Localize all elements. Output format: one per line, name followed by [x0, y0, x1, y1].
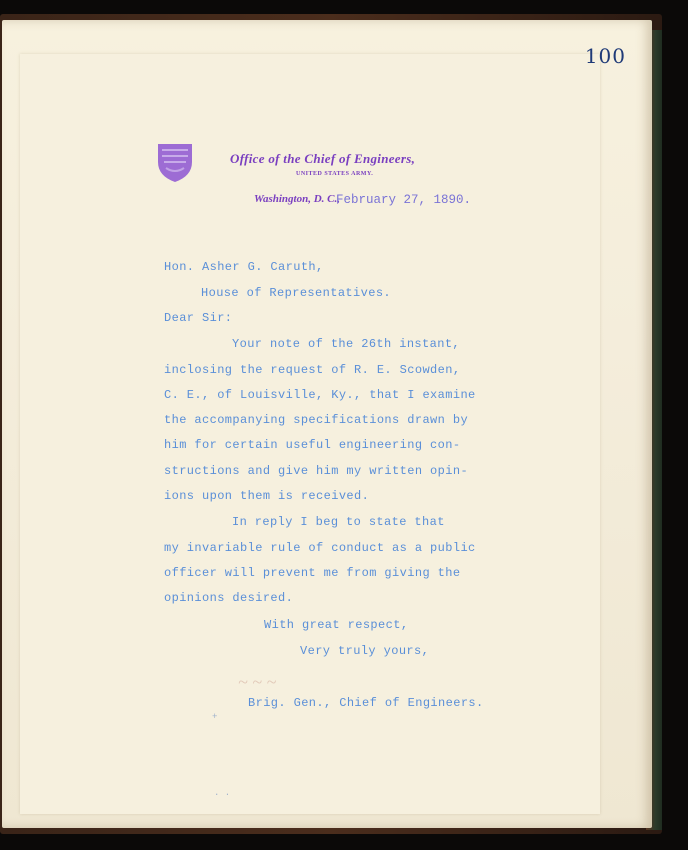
body-line: C. E., of Louisville, Ky., that I examine — [164, 388, 476, 402]
letterhead-army: UNITED STATES ARMY. — [296, 171, 374, 177]
body-line: inclosing the request of R. E. Scowden, — [164, 363, 461, 377]
closing-line: Very truly yours, — [300, 644, 430, 658]
body-line: my invariable rule of conduct as a public — [164, 541, 476, 555]
signature-title: Brig. Gen., Chief of Engineers. — [248, 696, 484, 710]
letter-date: February 27, 1890. — [336, 193, 472, 207]
shield-emblem-icon — [156, 140, 194, 184]
body-line: structions and give him my written opin- — [164, 464, 469, 478]
salutation: Dear Sir: — [164, 311, 233, 325]
body-line: Your note of the 26th instant, — [232, 337, 461, 351]
body-line: the accompanying specifications drawn by — [164, 413, 469, 427]
body-line: officer will prevent me from giving the — [164, 566, 461, 580]
body-line: him for certain useful engineering con- — [164, 438, 461, 452]
faded-signature: ~ ~ ~ — [238, 672, 277, 692]
body-line: opinions desired. — [164, 591, 294, 605]
closing-line: With great respect, — [264, 618, 409, 632]
addressee-name: Hon. Asher G. Caruth, — [164, 260, 324, 274]
body-line: ions upon them is received. — [164, 489, 370, 503]
body-line: In reply I beg to state that — [232, 515, 445, 529]
letterhead-place: Washington, D. C., — [254, 193, 340, 205]
folio-number: 100 — [584, 44, 626, 68]
letterhead-office: Office of the Chief of Engineers, — [230, 151, 416, 166]
ink-mark: · · — [214, 790, 231, 800]
ink-mark: + — [212, 712, 218, 722]
addressee-line2: House of Representatives. — [201, 286, 392, 300]
